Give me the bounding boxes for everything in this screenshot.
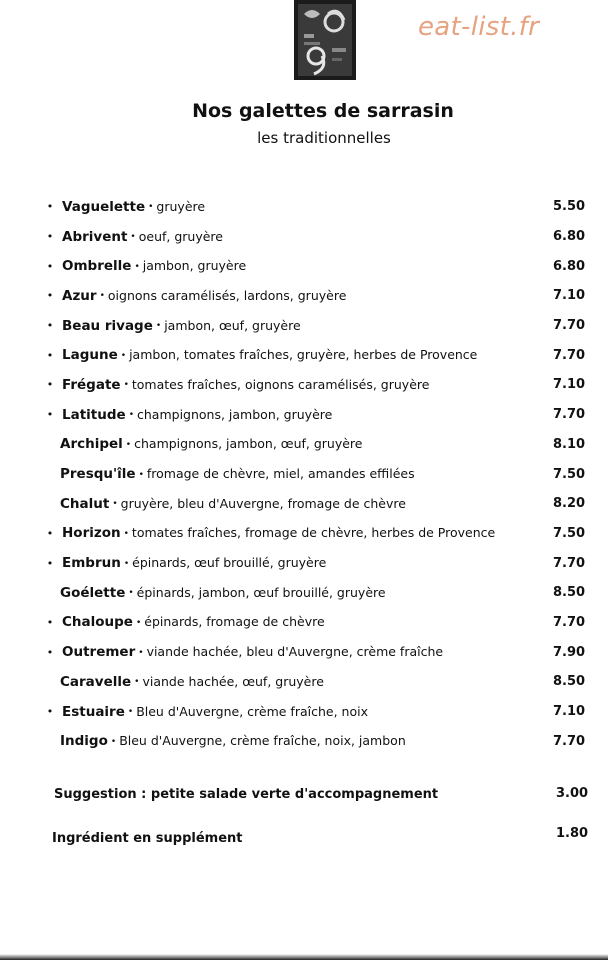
bullet-icon: • [46, 348, 54, 362]
menu-item-text [62, 704, 368, 720]
menu-item-name: Embrun [62, 555, 121, 572]
supplement-price: 1.80 [556, 826, 589, 841]
menu-item-row [0, 281, 608, 311]
menu-item-price: 7.70 [553, 614, 586, 630]
watermark-text: eat-list.fr [418, 12, 540, 42]
suggestion-label: Suggestion : petite salade verte d'accompagnement [54, 787, 439, 802]
suggestion-price: 3.00 [556, 786, 589, 801]
menu-item-price: 7.50 [553, 525, 586, 541]
menu-item-row [0, 519, 608, 549]
menu-item-row [0, 489, 608, 519]
menu-item-price: 7.70 [553, 347, 586, 363]
menu-item-description: champignons, jambon, gruyère [137, 406, 333, 422]
separator-dot-icon: • [99, 291, 105, 302]
bullet-icon: • [46, 200, 54, 214]
menu-item-description: viande hachée, bleu d'Auvergne, crème fraîche [146, 644, 444, 660]
bullet-icon: • [46, 289, 54, 303]
menu-item-row [0, 340, 608, 370]
menu-item-text [62, 407, 332, 423]
menu-item-price: 6.80 [553, 229, 586, 245]
menu-item-text [62, 318, 301, 334]
menu-item-name: Presqu'île [60, 466, 136, 483]
menu-item-text [60, 496, 406, 512]
menu-item-description: fromage de chèvre, miel, amandes effilées [146, 466, 415, 482]
menu-item-text [60, 466, 415, 482]
menu-item-text [62, 614, 325, 630]
menu-item-name: Chalut [60, 495, 110, 512]
menu-title: Nos galettes de sarrasin [192, 100, 454, 122]
menu-item-text [62, 258, 246, 274]
page-bottom-edge [0, 954, 608, 960]
separator-dot-icon: • [125, 439, 132, 450]
menu-item-description: Bleu d'Auvergne, crème fraîche, noix, jambon [119, 733, 406, 749]
menu-item-description: champignons, jambon, œuf, gruyère [134, 436, 363, 452]
menu-item-row [0, 578, 608, 608]
menu-item-row [0, 192, 608, 222]
menu-item-row [0, 726, 608, 756]
menu-item-description: jambon, œuf, gruyère [164, 317, 301, 333]
menu-item-description: Bleu d'Auvergne, crème fraîche, noix [136, 703, 368, 719]
bullet-icon: • [46, 230, 54, 244]
menu-item-description: tomates fraîches, oignons caramélisés, gruyère [131, 376, 430, 392]
bullet-icon: • [46, 705, 54, 719]
menu-item-price: 7.70 [553, 407, 586, 423]
separator-dot-icon: • [120, 350, 127, 361]
menu-item-row [0, 697, 608, 727]
menu-item-row [0, 459, 608, 489]
separator-dot-icon: • [112, 499, 118, 510]
menu-item-name: Abrivent [62, 228, 128, 245]
menu-item-text [60, 674, 324, 690]
menu-item-description: oeuf, gruyère [138, 228, 223, 244]
menu-item-text [62, 525, 495, 541]
menu-item-row [0, 222, 608, 252]
menu-item-text [60, 585, 386, 601]
menu-item-price: 8.50 [553, 674, 586, 690]
menu-item-text [62, 199, 205, 215]
separator-dot-icon: • [138, 469, 144, 480]
menu-item-text [62, 229, 223, 245]
menu-item-text [62, 288, 346, 304]
menu-item-description: jambon, gruyère [142, 258, 247, 274]
menu-item-price: 7.70 [553, 318, 586, 334]
menu-item-row [0, 667, 608, 697]
supplement-label: Ingrédient en supplément [52, 831, 243, 846]
menu-item-description: tomates fraîches, fromage de chèvre, herbes de Provence [131, 525, 496, 541]
menu-item-name: Vaguelette [62, 198, 146, 215]
menu-item-price: 7.70 [553, 733, 586, 749]
menu-item-price: 8.50 [553, 585, 586, 601]
separator-dot-icon: • [155, 321, 162, 332]
bullet-icon: • [46, 526, 54, 540]
separator-dot-icon: • [128, 410, 134, 421]
menu-item-text [62, 555, 326, 571]
separator-dot-icon: • [138, 647, 144, 658]
menu-item-description: épinards, jambon, œuf brouillé, gruyère [136, 584, 386, 600]
menu-item-name: Caravelle [60, 673, 132, 690]
separator-dot-icon: • [128, 588, 134, 599]
menu-item-row [0, 311, 608, 341]
menu-item-description: jambon, tomates fraîches, gruyère, herbes de Provence [129, 347, 478, 363]
menu-item-name: Lagune [62, 347, 118, 364]
menu-item-row [0, 251, 608, 281]
menu-item-name: Outremer [62, 644, 136, 661]
bullet-icon: • [46, 259, 54, 273]
menu-item-name: Indigo [60, 733, 108, 750]
menu-item-price: 5.50 [553, 199, 586, 215]
menu-item-row [0, 637, 608, 667]
menu-item-price: 7.10 [553, 288, 586, 304]
menu-item-price: 7.10 [553, 377, 586, 393]
menu-item-row [0, 608, 608, 638]
menu-item-description: gruyère, bleu d'Auvergne, fromage de chèvre [120, 495, 406, 511]
restaurant-logo [294, 0, 356, 80]
menu-item-row [0, 370, 608, 400]
menu-item-name: Estuaire [62, 703, 125, 720]
menu-item-price: 6.80 [553, 258, 586, 274]
separator-dot-icon: • [123, 558, 130, 569]
menu-item-text [62, 377, 429, 393]
menu-item-price: 7.10 [553, 704, 586, 720]
separator-dot-icon: • [148, 202, 154, 213]
bullet-icon: • [46, 556, 54, 570]
menu-item-price: 7.50 [553, 466, 586, 482]
bullet-icon: • [46, 319, 54, 333]
menu-item-row [0, 430, 608, 460]
menu-item-name: Goélette [60, 584, 126, 601]
menu-item-text [60, 733, 406, 749]
menu-item-description: gruyère [156, 198, 206, 214]
menu-item-name: Chaloupe [62, 614, 133, 631]
menu-items-list [0, 192, 608, 756]
separator-dot-icon: • [134, 261, 140, 272]
bullet-icon: • [46, 378, 54, 392]
menu-item-text [62, 347, 477, 363]
menu-item-row [0, 548, 608, 578]
bullet-icon: • [46, 645, 54, 659]
menu-item-description: oignons caramélisés, lardons, gruyère [107, 287, 347, 303]
menu-item-description: viande hachée, œuf, gruyère [142, 673, 324, 689]
menu-item-name: Latitude [62, 406, 126, 423]
menu-item-text [60, 436, 363, 452]
bullet-icon: • [46, 615, 54, 629]
menu-item-name: Azur [62, 287, 97, 304]
menu-item-text [62, 644, 443, 660]
menu-subtitle: les traditionnelles [257, 129, 391, 147]
menu-item-name: Ombrelle [62, 258, 132, 275]
menu-item-name: Frégate [62, 376, 121, 393]
menu-item-row [0, 400, 608, 430]
menu-item-name: Archipel [60, 436, 123, 453]
separator-dot-icon: • [135, 617, 142, 628]
separator-dot-icon: • [123, 528, 129, 539]
menu-item-description: épinards, œuf brouillé, gruyère [132, 555, 327, 571]
separator-dot-icon: • [110, 736, 117, 747]
separator-dot-icon: • [127, 707, 134, 718]
separator-dot-icon: • [134, 677, 140, 688]
menu-item-price: 8.10 [553, 436, 586, 452]
menu-item-name: Horizon [62, 525, 121, 542]
menu-item-name: Beau rivage [62, 317, 153, 334]
bullet-icon: • [46, 408, 54, 422]
separator-dot-icon: • [123, 380, 129, 391]
menu-item-description: épinards, fromage de chèvre [144, 614, 325, 630]
menu-item-price: 7.70 [553, 555, 586, 571]
menu-item-price: 8.20 [553, 496, 586, 512]
menu-item-price: 7.90 [553, 644, 586, 660]
separator-dot-icon: • [130, 232, 136, 243]
